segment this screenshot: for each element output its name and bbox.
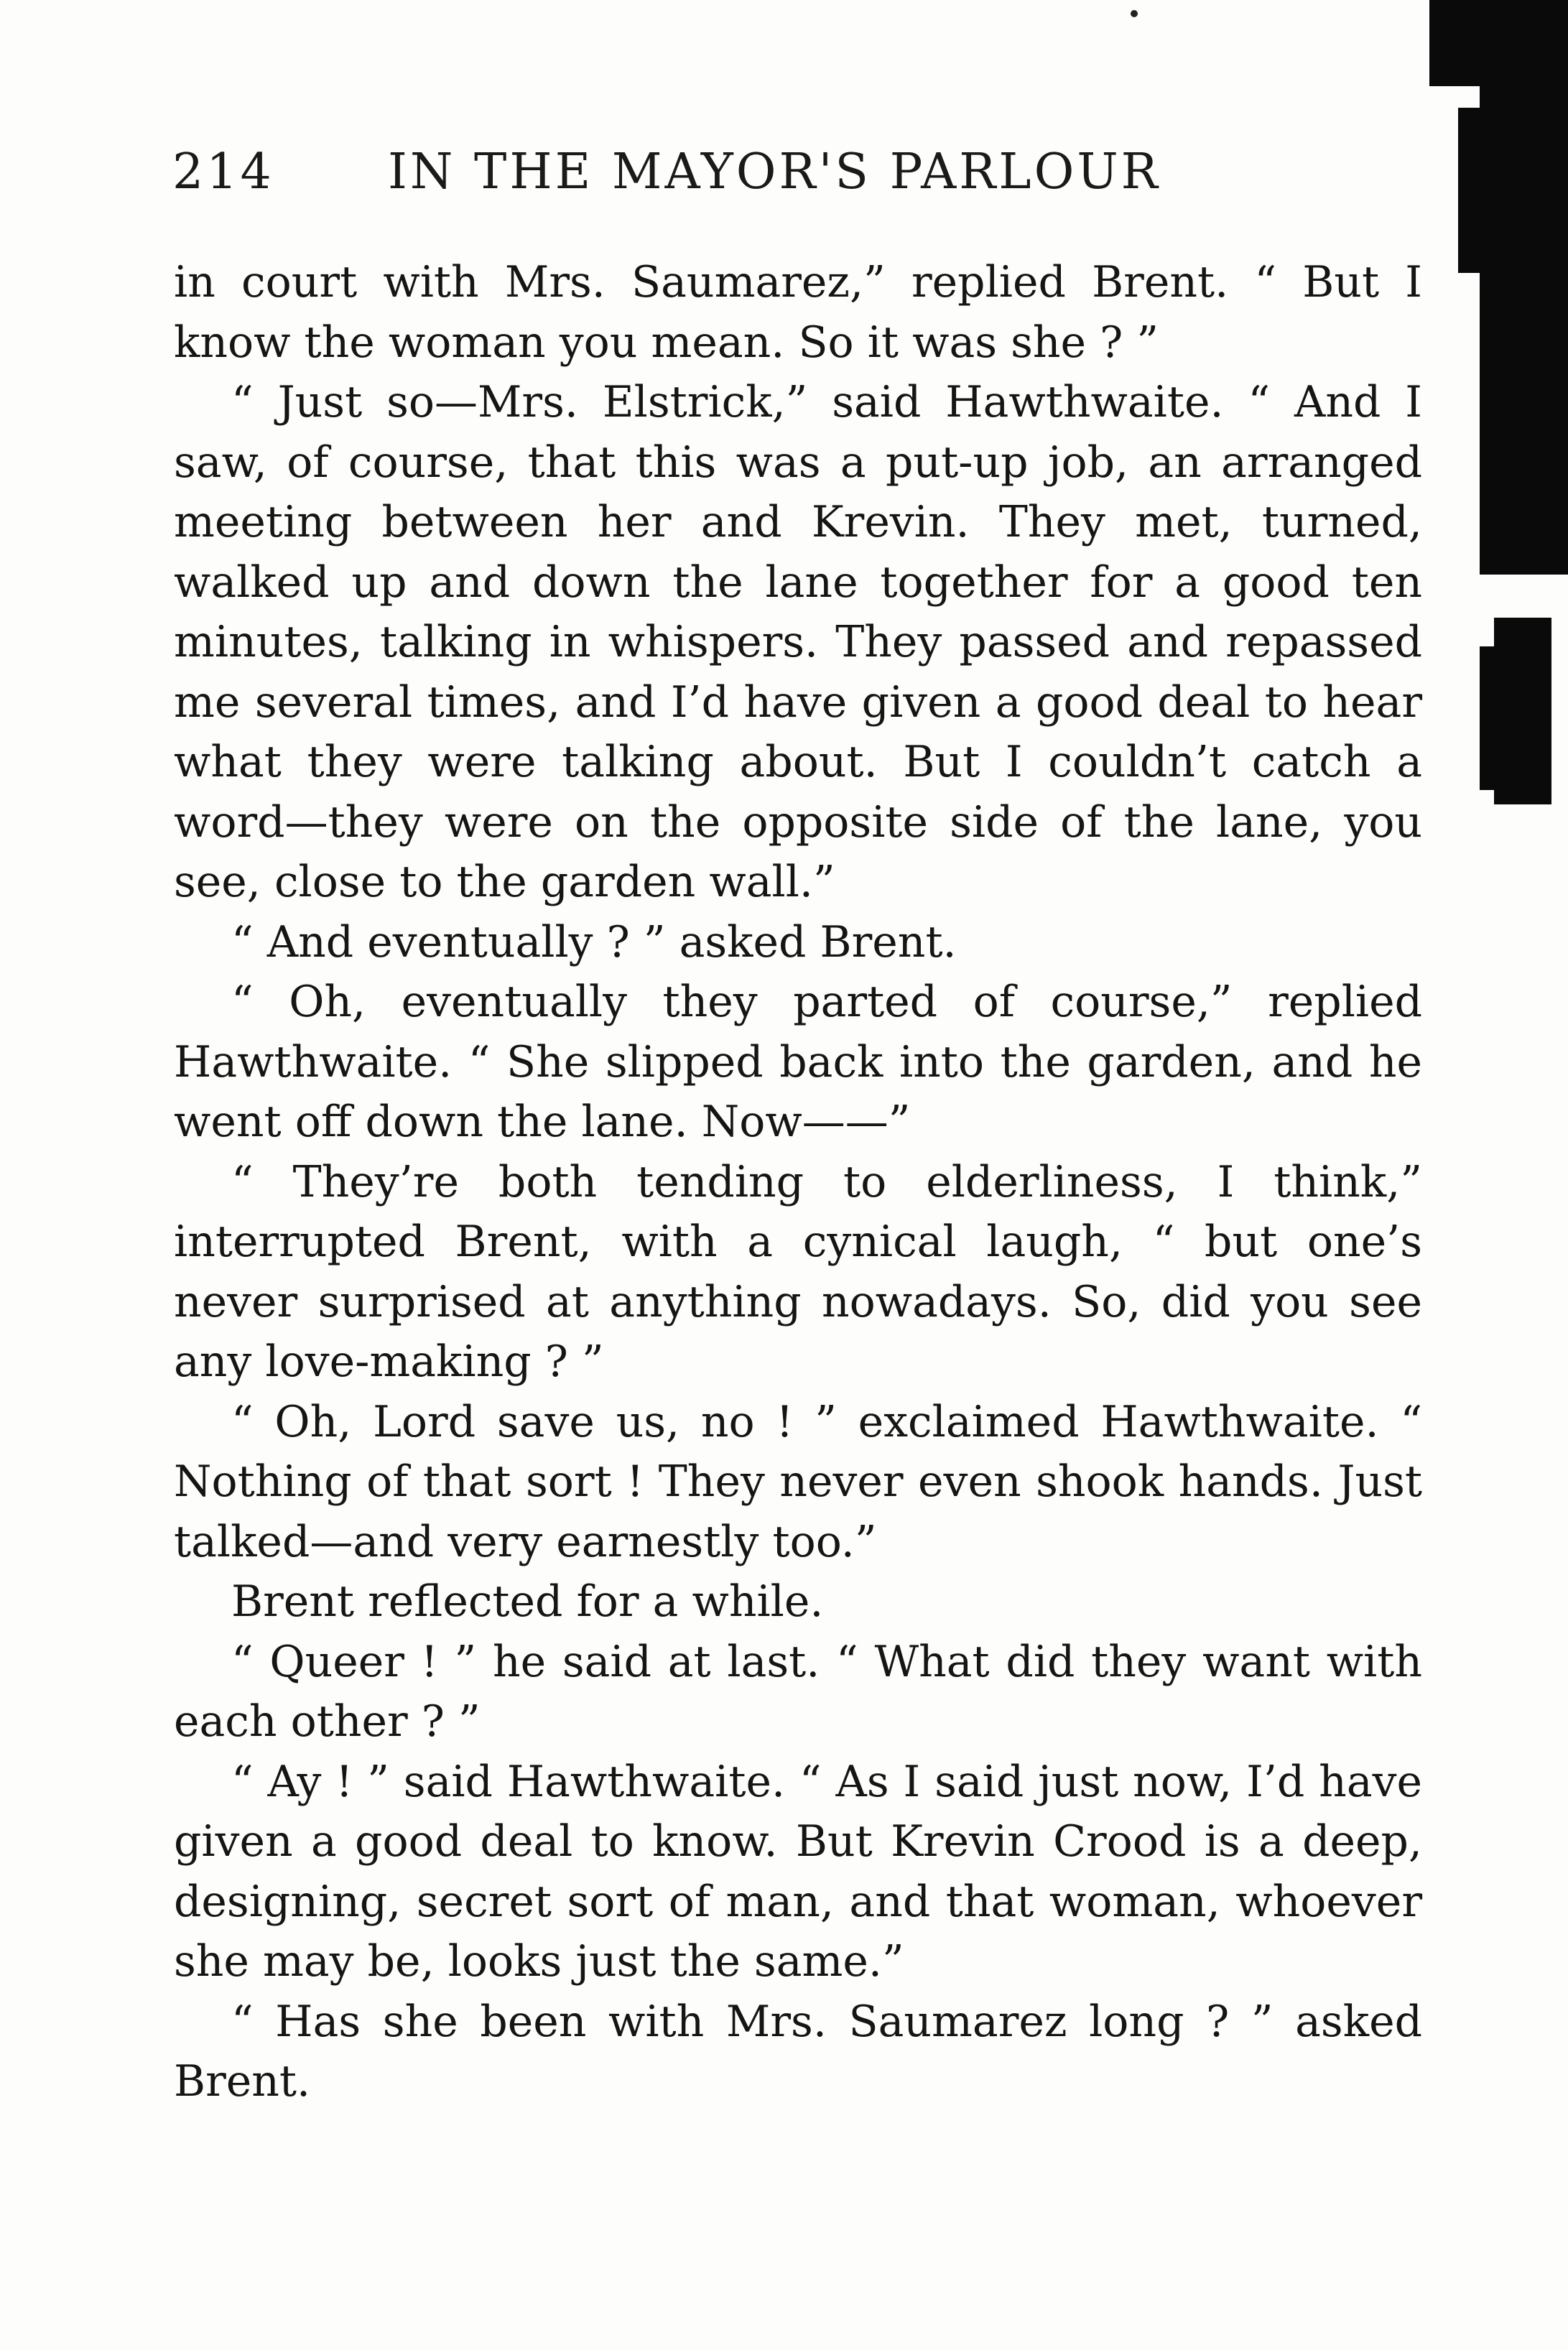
paragraph: “ Just so—Mrs. Elstrick,” said Hawthwaite. “ And I saw, of course, that this was a put-up job, an arranged meeting between her and Krevin. They met, turned, walked up and down the lane together for a good ten minutes, talking in whispers. They passed and repassed me several times, and I’d have given a good deal to hear what they were talking about. But I couldn’t catch a word—they were on the opposite side of the lane, you see, close to the garden wall.”: [174, 377, 1422, 907]
paragraph: “ And eventually ? ” asked Brent.: [231, 916, 957, 967]
scan-speck: [1131, 10, 1138, 17]
scan-edge-mark-lower-flare: [1480, 646, 1494, 790]
paragraph: Brent reflected for a while.: [231, 1576, 824, 1627]
paragraph: “ Ay ! ” said Hawthwaite. “ As I said just now, I’d have given a good deal to know. But Krevin Crood is a deep, designing, secret sort of man, and that woman, whoever she may be, looks just the same.”: [174, 1756, 1422, 1987]
running-head: [172, 144, 1228, 215]
paragraph: “ Queer ! ” he said at last. “ What did they want with each other ? ”: [174, 1636, 1422, 1747]
page-number: 214: [172, 144, 274, 200]
running-title: IN THE MAYOR'S PARLOUR: [388, 144, 1161, 200]
scan-edge-mark-upper: [1480, 0, 1568, 575]
paragraph: “ They’re both tending to elderliness, I think,” interrupted Brent, with a cynical laugh, “ but one’s never surprised at anything nowadays. So, did you see any love-making ? ”: [174, 1156, 1422, 1387]
paragraph: in court with Mrs. Saumarez,” replied Brent. “ But I know the woman you mean. So it was she ? ”: [174, 257, 1422, 368]
paragraph: “ Has she been with Mrs. Saumarez long ? ” asked Brent.: [174, 1996, 1422, 2107]
scan-edge-mark-upper-flare: [1458, 108, 1480, 273]
scan-edge-mark-upper-notch: [1429, 0, 1480, 86]
scan-edge-mark-lower: [1494, 618, 1551, 804]
paragraph: “ Oh, eventually they parted of course,” replied Hawthwaite. “ She slipped back into the garden, and he went off down the lane. Now——”: [174, 977, 1422, 1147]
body-text: [174, 253, 1422, 2112]
paragraph: “ Oh, Lord save us, no ! ” exclaimed Hawthwaite. “ Nothing of that sort ! They never even shook hands. Just talked—and very earnestly too.”: [174, 1396, 1422, 1567]
